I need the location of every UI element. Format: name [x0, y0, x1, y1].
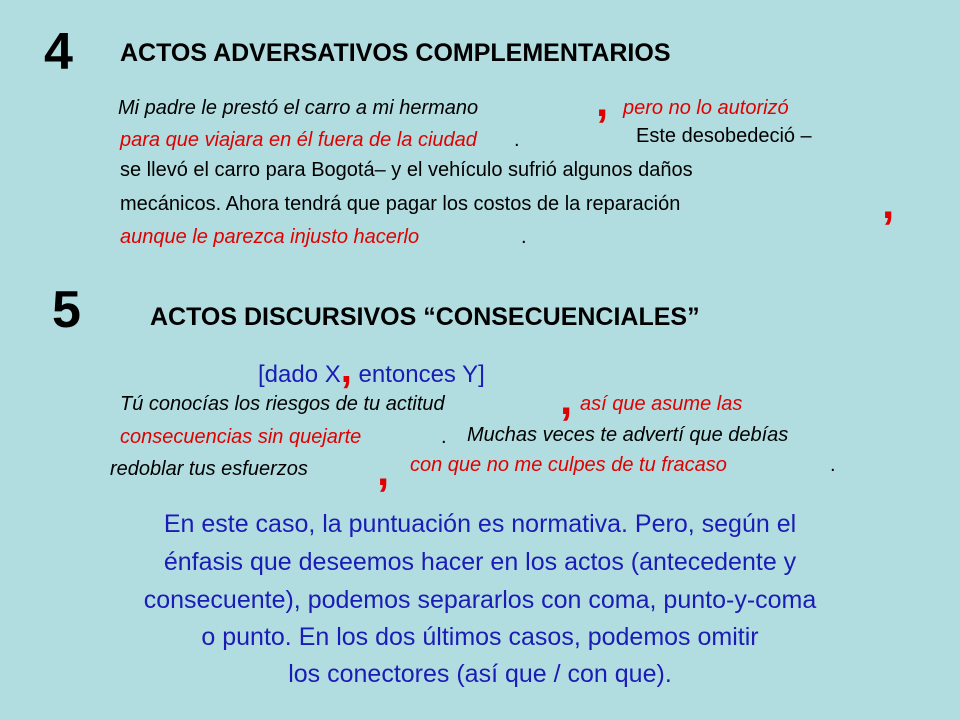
formula-part-b: entonces Y] — [351, 361, 485, 388]
s4-period-a: . — [514, 129, 520, 151]
note-line-1: En este caso, la puntuación es normativa. Pero, según el — [163, 510, 797, 538]
s5-comma-1: , — [560, 375, 573, 424]
section-5-heading: ACTOS DISCURSIVOS “CONSECUENCIALES” — [150, 303, 700, 331]
s4-line1-a: Mi padre le prestó el carro a mi hermano — [118, 97, 479, 119]
s4-line2-a: para que viajara en él fuera de la ciudad — [120, 129, 477, 151]
formula-comma: , — [340, 347, 352, 391]
formula-part-a: [dado X — [258, 361, 341, 388]
s4-line1-b: pero no lo autorizó — [623, 97, 789, 119]
s4-period-b: . — [521, 226, 527, 248]
s5-period-a: . — [441, 426, 447, 448]
section-number-4: 4 — [44, 23, 73, 81]
formula — [258, 349, 485, 389]
s5-line2-a: consecuencias sin quejarte — [120, 426, 362, 448]
s5-comma-2: , — [377, 446, 390, 495]
note-line-2: énfasis que deseemos hacer en los actos (antecedente y — [163, 548, 797, 576]
s4-line5-a: aunque le parezca injusto hacerlo — [120, 226, 420, 248]
s5-period-b: . — [830, 454, 836, 476]
s4-line4: mecánicos. Ahora tendrá que pagar los costos de la reparación — [120, 193, 681, 215]
section-4-heading: ACTOS ADVERSATIVOS COMPLEMENTARIOS — [120, 39, 671, 67]
s5-line3-b: con que no me culpes de tu fracaso — [410, 454, 727, 476]
s4-line2-b: Este desobedeció – — [636, 125, 812, 147]
note-line-5: los conectores (así que / con que). — [288, 660, 672, 688]
s5-line2-b: Muchas veces te advertí que debías — [467, 424, 789, 446]
s4-line3: se llevó el carro para Bogotá– y el vehículo sufrió algunos daños — [120, 159, 693, 181]
s5-line1-b: así que asume las — [580, 393, 743, 415]
note-line-3: consecuente), podemos separarlos con coma, punto-y-coma — [143, 586, 817, 614]
note-line-4: o punto. En los dos últimos casos, podemos omitir — [201, 623, 759, 651]
s4-comma-1: , — [596, 77, 609, 126]
s5-line1-a: Tú conocías los riesgos de tu actitud — [120, 393, 445, 415]
section-number-5: 5 — [52, 281, 81, 339]
s5-line3-a: redoblar tus esfuerzos — [110, 458, 308, 480]
s4-comma-2: , — [882, 179, 895, 228]
